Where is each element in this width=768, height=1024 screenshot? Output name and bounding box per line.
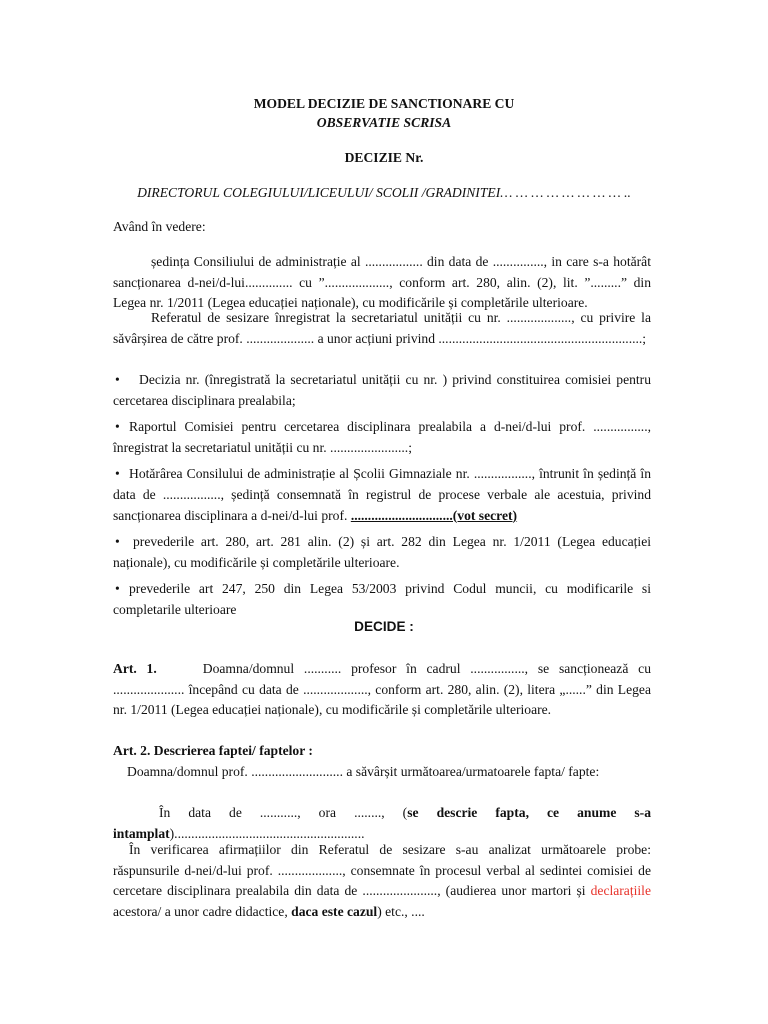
article-1-text: Doamna/domnul ........... profesor în cadrul ................, se sancționează cu ..................... începând cu data de ..................., conform art. 280, alin. (2), litera „......” din Legea nr. 1/2011 (Legea educației naționale), cu modificările și completările ulterioare. <box>113 661 651 718</box>
list-item-text: Hotărârea Consilului de administrație al Școlii Gimnaziale nr. ................., întrunit în ședință în data de ................., ședință consemnată în registrul de procese verbale ale acestuia, privind sancționarea disciplinara a d-nei/d-lui prof. <box>113 466 651 523</box>
issuer-line <box>0 183 768 204</box>
verification-text-2: acestora/ a unor cadre didactice, <box>113 903 292 919</box>
list-item <box>113 532 651 573</box>
fact-description <box>113 803 651 844</box>
list-item-text: prevederile art 247, 250 din Legea 53/2003 privind Codul muncii, cu modificarile si completarile ulterioare <box>113 581 651 617</box>
list-item <box>113 464 651 526</box>
issuer-name: DIRECTORUL COLEGIULUI/LICEULUI/ SCOLII /GRADINITEI <box>137 185 501 200</box>
article-2-heading: Art. 2. Descrierea faptei/ faptelor : <box>113 743 313 758</box>
verification-paragraph <box>113 840 651 922</box>
paragraph-referral-text: Referatul de sesizare înregistrat la secretariatul unității cu nr. ..................., cu privire la săvârșirea de către prof. .................... a unor acțiuni privind ............................................................; <box>113 310 651 346</box>
list-item-text: Decizia nr. (înregistrată la secretariatul unității cu nr. ) privind constituirea comisiei pentru cercetarea disciplinara prealabila; <box>113 372 651 408</box>
bullet-icon: • <box>115 581 120 597</box>
fact-instruction: se descrie fapta, ce anume s-a intamplat <box>113 805 652 841</box>
considerations-list <box>113 370 651 627</box>
list-item <box>113 370 651 411</box>
document-title: MODEL DECIZIE DE SANCTIONARE CU <box>253 96 515 111</box>
list-item-text: Raportul Comisiei pentru cercetarea disciplinara prealabila a d-nei/d-lui prof. ................, înregistrat la secretariatul unității cu nr. .......................; <box>113 419 651 455</box>
decision-number-heading: DECIZIE Nr. <box>344 150 424 165</box>
paragraph-council-meeting <box>113 252 651 314</box>
list-item <box>113 579 651 620</box>
list-item-text: prevederile art. 280, art. 281 alin. (2) și art. 282 din Legea nr. 1/2011 (Legea educației naționale), cu modificările și completările ulterioare. <box>113 534 651 570</box>
article-1-label: Art. 1. <box>113 661 157 676</box>
bullet-icon: • <box>115 466 120 482</box>
fact-prefix: În data de ..........., ora ........, ( <box>159 805 408 820</box>
bullet-icon: • <box>115 372 120 387</box>
issuer-dots: … … … … … … … … .. <box>500 185 631 200</box>
paragraph-council-text: ședința Consiliului de administrație al ................. din data de ..............., in care s-a hotărât sancționarea d-nei/d-lui.............. cu ”..................., conform art. 280, alin. (2), lit. ”.........” din Legea nr. 1/2011 (Legea educației naționale), cu modificările și completările ulterioare. <box>113 254 651 311</box>
vote-secret-mark: ..............................(vot secret) <box>350 507 518 523</box>
if-applicable-note: daca este cazul <box>291 903 378 919</box>
article-1 <box>113 659 651 721</box>
paragraph-referral <box>113 308 651 349</box>
declarations-highlight: declarațiile <box>590 883 651 899</box>
article-2-statement: Doamna/domnul prof. ........................... a săvârșit următoarea/urmatoarele fapta/ fapte: <box>127 764 600 779</box>
verification-text-3: ) etc., .... <box>377 903 425 919</box>
bullet-icon: • <box>115 534 120 550</box>
document-subtitle: OBSERVATIE SCRISA <box>316 115 452 130</box>
fact-suffix: )........................................................ <box>169 825 365 841</box>
considering-label: Având în vedere: <box>113 219 206 234</box>
list-item <box>113 417 651 458</box>
decide-heading: DECIDE : <box>354 619 414 634</box>
verification-text-1: În verificarea afirmațiilor din Referatul de sesizare s-au analizat următoarele probe: răspunsurile d-nei/d-lui prof. ..................., consemnate în procesul verbal al sedintei comisiei de cercetare disciplinara prealabila din data de ......................, (audierea unor martori și <box>113 842 651 899</box>
bullet-icon: • <box>115 419 120 435</box>
